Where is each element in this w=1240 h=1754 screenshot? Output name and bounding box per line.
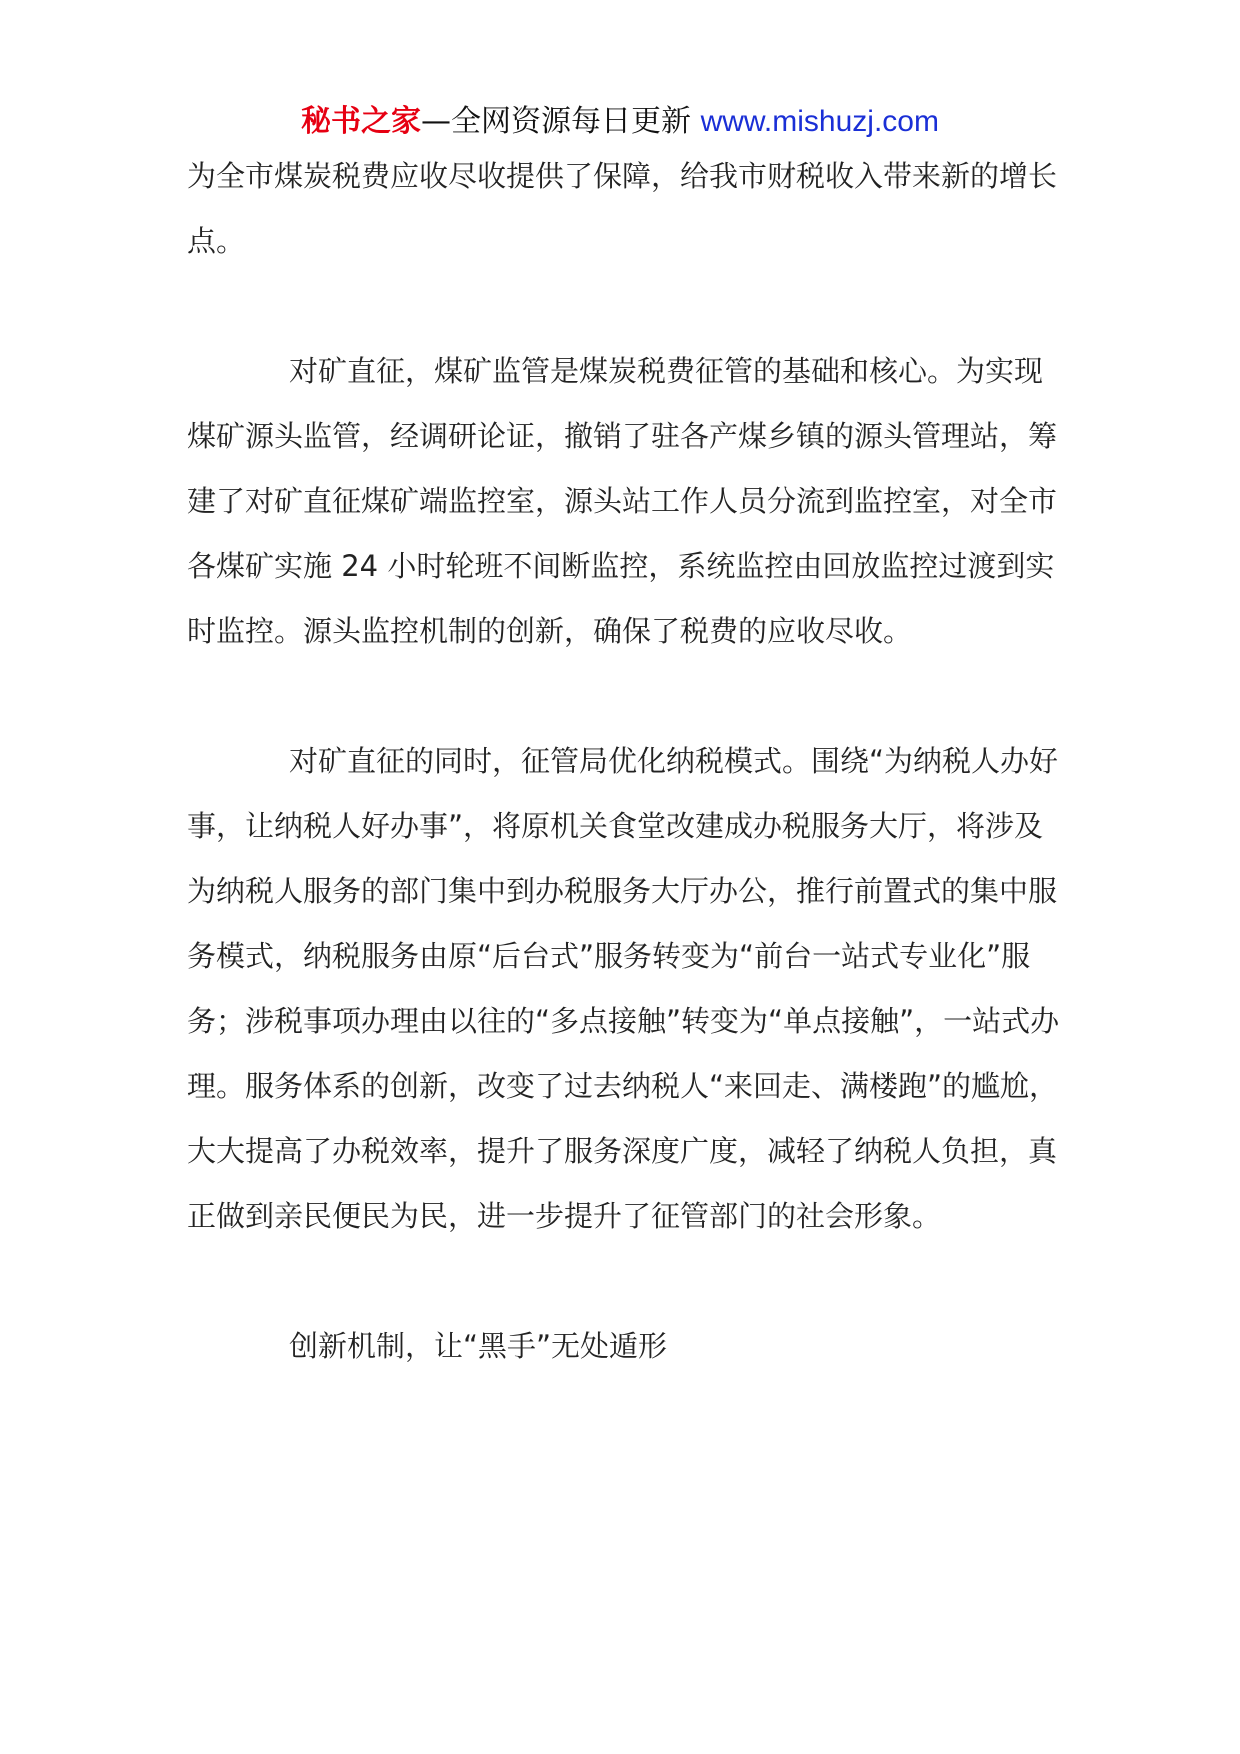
paragraph-service-model: 对矿直征的同时，征管局优化纳税模式。围绕“为纳税人办好事，让纳税人好办事”，将原机关食堂改建成办税服务大厅，将涉及为纳税人服务的部门集中到办税服务大厅办公，推行前置式的集中服务模式，纳税服务由原“后台式”服务转变为“前台一站式专业化”服务；涉税事项办理由以往的“多点接触”转变为“单点接触”，一站式办理。服务体系的创新，改变了过去纳税人“来回走、满楼跑”的尴尬，大大提高了办税效率，提升了服务深度广度，减轻了纳税人负担，真正做到亲民便民为民，进一步提升了征管部门的社会形象。 xyxy=(187,744,1060,1233)
document-body xyxy=(187,144,1063,1444)
section-heading: 创新机制，让“黑手”无处遁形 xyxy=(289,1329,668,1363)
brand-name: 秘书之家 xyxy=(301,104,422,139)
page-header xyxy=(0,100,1240,144)
header-tagline: —全网资源每日更新 xyxy=(421,104,701,139)
paragraph-source-monitoring: 对矿直征，煤矿监管是煤炭税费征管的基础和核心。为实现煤矿源头监管，经调研论证，撤销了驻各产煤乡镇的源头管理站，筹建了对矿直征煤矿端监控室，源头站工作人员分流到监控室，对全市各煤矿实施 24 小时轮班不间断监控，系统监控由回放监控过渡到实时监控。源头监控机制的创新，确保了税费的应收尽收。 xyxy=(187,354,1058,648)
paragraph-continuation: 为全市煤炭税费应收尽收提供了保障，给我市财税收入带来新的增长点。 xyxy=(187,159,1058,258)
site-url-link[interactable]: www.mishuzj.com xyxy=(700,105,939,138)
